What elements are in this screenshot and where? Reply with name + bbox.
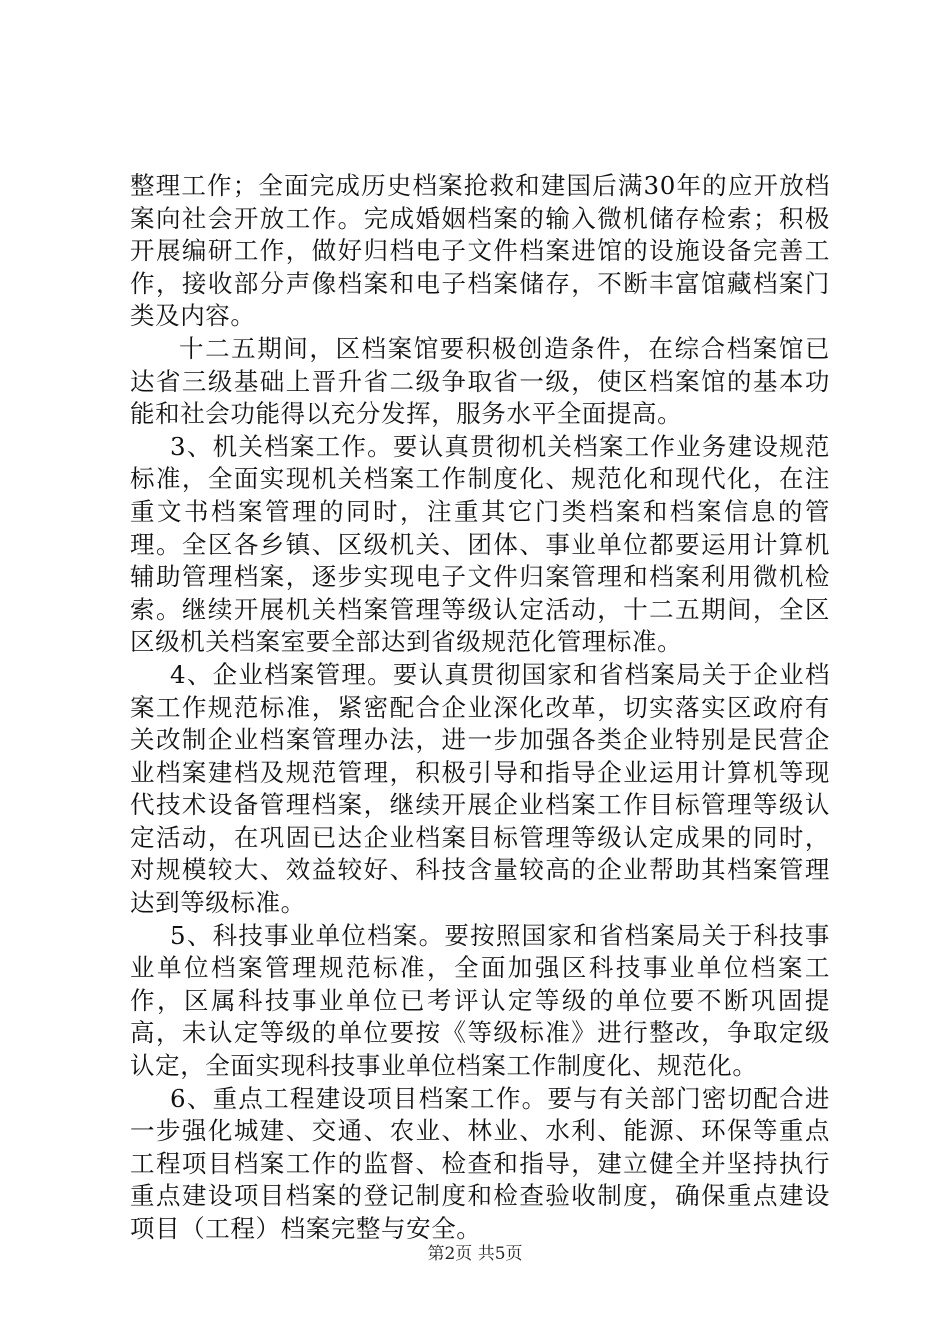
paragraph-archive-sorting: 整理工作；全面完成历史档案抢救和建国后满30年的应开放档案向社会开放工作。完成婚姻档案的输入微机储存检索；积极开展编研工作，做好归档电子文件档案进馆的设施设备完善工作，接收部分声像档案和电子档案储存，不断丰富馆藏档案门类及内容。	[130, 171, 830, 331]
paragraph-key-project-archives: 6、重点工程建设项目档案工作。要与有关部门密切配合进一步强化城建、交通、农业、林业、水利、能源、环保等重点工程项目档案工作的监督、检查和指导，建立健全并坚持执行重点建设项目档案的登记制度和检查验收制度，确保重点建设项目（工程）档案完整与安全。	[130, 1083, 830, 1243]
paragraph-agency-archives: 3、机关档案工作。要认真贯彻机关档案工作业务建设规范标准，全面实现机关档案工作制度化、规范化和现代化，在注重文书档案管理的同时，注重其它门类档案和档案信息的管理。全区各乡镇、区级机关、团体、事业单位都要运用计算机辅助管理档案，逐步实现电子文件归案管理和档案利用微机检索。继续开展机关档案管理等级认定活动，十二五期间，全区区级机关档案室要全部达到省级规范化管理标准。	[130, 431, 830, 657]
paragraph-tech-institution-archives: 5、科技事业单位档案。要按照国家和省档案局关于科技事业单位档案管理规范标准，全面加强区科技事业单位档案工作，区属科技事业单位已考评认定等级的单位要不断巩固提高，未认定等级的单位要按《等级标准》进行整改，争取定级认定，全面实现科技事业单位档案工作制度化、规范化。	[130, 920, 830, 1081]
paragraph-twelfth-five-year-plan: 十二五期间，区档案馆要积极创造条件，在综合档案馆已达省三级基础上晋升省二级争取省一级，使区档案馆的基本功能和社会功能得以充分发挥，服务水平全面提高。	[130, 333, 830, 429]
document-body	[130, 170, 830, 1246]
page-number-footer: 第2页 共5页	[427, 1244, 523, 1264]
paragraph-enterprise-archives: 4、企业档案管理。要认真贯彻国家和省档案局关于企业档案工作规范标准，紧密配合企业深化改革，切实落实区政府有关改制企业档案管理办法，进一步加强各类企业特别是民营企业档案建档及规范管理，积极引导和指导企业运用计算机等现代技术设备管理档案，继续开展企业档案工作目标管理等级认定活动，在巩固已达企业档案目标管理等级认定成果的同时，对规模较大、效益较好、科技含量较高的企业帮助其档案管理达到等级标准。	[130, 659, 830, 918]
